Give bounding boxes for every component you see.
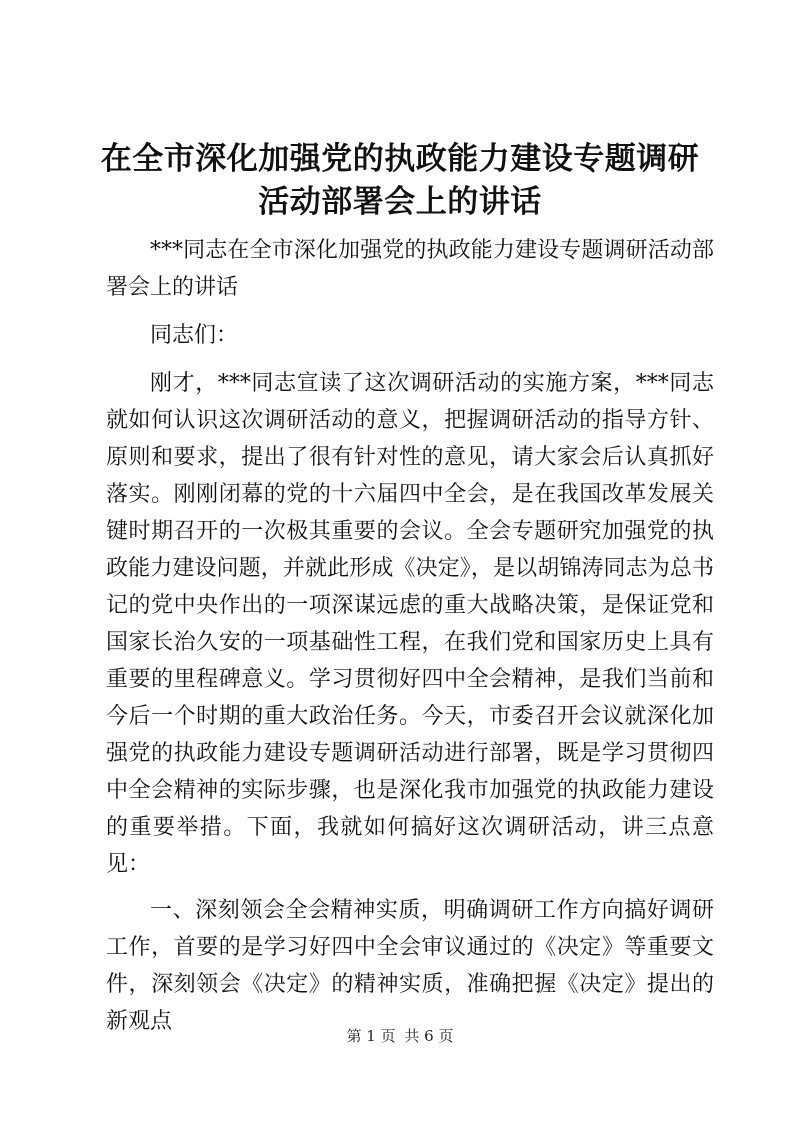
body-paragraph-section-one: 一、深刻领会全会精神实质，明确调研工作方向搞好调研工作，首要的是学习好四中全会审议通过的《决定》等重要文件，深刻领会《决定》的精神实质，准确把握《决定》提出的新观点	[106, 898, 714, 1034]
body-paragraph-main: 刚才，***同志宣读了这次调研活动的实施方案，***同志就如何认识这次调研活动的意义，把握调研活动的指导方针、原则和要求，提出了很有针对性的意见，请大家会后认真抓好落实。刚刚闭幕的党的十六届四中全会，是在我国改革发展关键时期召开的一次极其重要的会议。全会专题研究加强党的执政能力建设问题，并就此形成《决定》，是以胡锦涛同志为总书记的党中央作出的一项深谋远虑的重大战略决策，是保证党和国家长治久安的一项基础性工程，在我们党和国家历史上具有重要的里程碑意义。学习贯彻好四中全会精神，是我们当前和今后一个时期的重大政治任务。今天，市委召开会议就深化加强党的执政能力建设专题调研活动进行部署，既是学习贯彻四中全会精神的实际步骤，也是深化我市加强党的执政能力建设的重要举措。下面，我就如何搞好这次调研活动，讲三点意见：	[106, 371, 714, 877]
body-paragraph-salutation: 同志们：	[150, 323, 239, 348]
page-total: 共 6 页	[404, 1027, 454, 1045]
document-body	[106, 232, 714, 1051]
document-title: 在全市深化加强党的执政能力建设专题调研活动部署会上的讲话	[100, 141, 700, 220]
page-number: 第 1 页	[346, 1027, 396, 1045]
page-footer	[0, 1026, 800, 1046]
body-paragraph-subtitle: ***同志在全市深化加强党的执政能力建设专题调研活动部署会上的讲话	[106, 238, 714, 300]
